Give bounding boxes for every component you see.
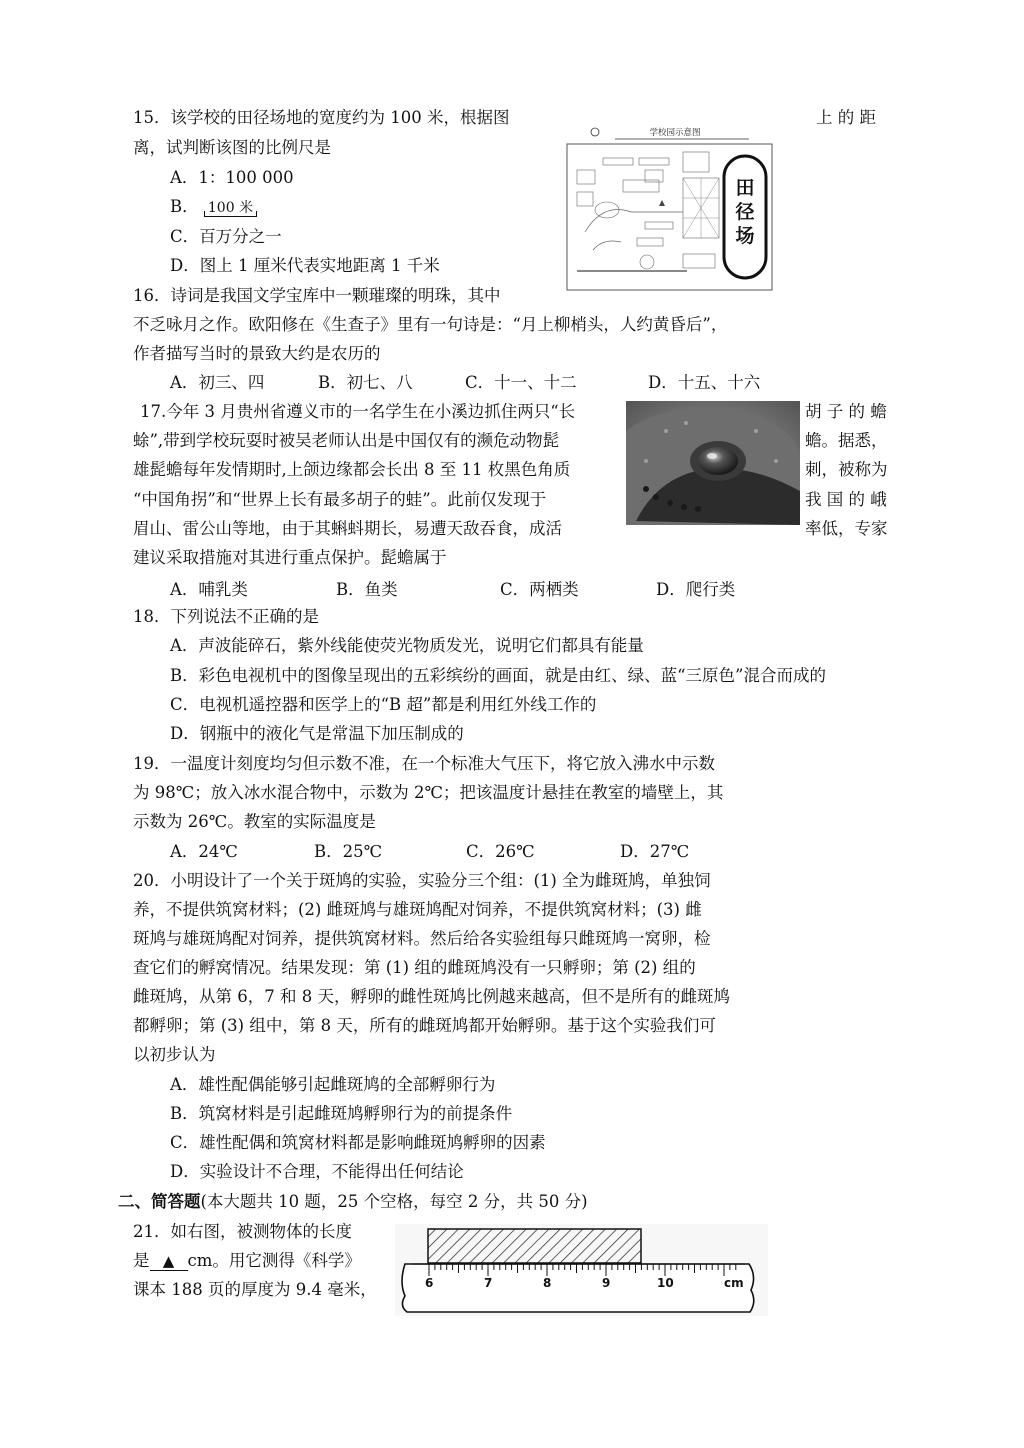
q16-line2: 不乏咏月之作。欧阳修在《生查子》里有一句诗是：“月上柳梢头，人约黄昏后”，	[133, 315, 728, 334]
q20-line7: 以初步认为	[133, 1045, 216, 1064]
q19-option-d: D．27℃	[620, 842, 690, 861]
q17-option-c: C．两栖类	[500, 580, 579, 599]
q15-option-d: D．图上 1 厘米代表实地距离 1 千米	[170, 256, 440, 275]
section2-note: (本大题共 10 题，25 个空格，每空 2 分，共 50 分)	[200, 1192, 588, 1211]
q21-line2-suffix: cm。用它测得《科学》	[187, 1251, 361, 1270]
q17-line3-tail: 刺，被称为	[805, 460, 888, 479]
q21-line1: 21．如右图，被测物体的长度	[133, 1222, 352, 1241]
map-track-char-2: 径	[735, 201, 755, 223]
q15-line1: 15．该学校的田径场地的宽度约为 100 米，根据图	[133, 108, 510, 127]
school-map-figure	[563, 122, 789, 294]
q16-option-b: B．初七、八	[318, 373, 413, 392]
ruler-label-7: 7	[484, 1276, 493, 1290]
section2-title: 二、简答题	[118, 1192, 201, 1211]
q17-option-d: D．爬行类	[656, 580, 736, 599]
ruler-figure	[395, 1224, 768, 1316]
scale-bar-label: 100 米	[207, 200, 254, 216]
q20-option-d: D．实验设计不合理，不能得出任何结论	[170, 1162, 464, 1181]
q16-option-c: C．十一、十二	[465, 373, 577, 392]
q20-line6: 都孵卵；第 (3) 组中，第 8 天，所有的雌斑鸠都开始孵卵。基于这个实验我们可	[133, 1016, 716, 1035]
q19-option-b: B．25℃	[314, 842, 383, 861]
q15-option-c: C．百万分之一	[170, 227, 282, 246]
q17-line5-tail: 率低，专家	[805, 519, 888, 538]
q19-option-c: C．26℃	[466, 842, 535, 861]
scale-bar	[204, 197, 257, 219]
q21-line2	[133, 1250, 361, 1272]
q20-option-b: B．筑窝材料是引起雌斑鸠孵卵行为的前提条件	[170, 1104, 513, 1123]
ruler-label-8: 8	[543, 1276, 552, 1290]
q20-line4: 查它们的孵窝情况。结果发现：第 (1) 组的雌斑鸠没有一只孵卵；第 (2) 组的	[133, 958, 696, 977]
ruler-label-6: 6	[425, 1276, 434, 1290]
q20-line2: 养，不提供筑窝材料；(2) 雌斑鸠与雄斑鸠配对饲养，不提供筑窝材料；(3) 雌	[133, 900, 702, 919]
q19-line2: 为 98℃；放入冰水混合物中，示数为 2℃；把该温度计悬挂在教室的墙壁上，其	[133, 783, 724, 802]
q15-line1-tail: 上 的 距	[816, 108, 876, 127]
q17-option-a: A．哺乳类	[170, 580, 248, 599]
q15-option-a: A．1：100 000	[170, 168, 294, 187]
q19-line1: 19．一温度计刻度均匀但示数不准，在一个标准大气压下，将它放入沸水中示数	[133, 754, 715, 773]
q15-option-b-prefix: B．	[170, 197, 199, 216]
q20-option-a: A．雄性配偶能够引起雌斑鸠的全部孵卵行为	[170, 1075, 496, 1094]
q15-line2: 离，试判断该图的比例尺是	[133, 138, 331, 157]
q18-option-b: B．彩色电视机中的图像呈现出的五彩缤纷的画面，就是由红、绿、蓝“三原色”混合而成的	[170, 666, 826, 685]
ruler-label-10: 10	[657, 1276, 674, 1290]
ruler-label-9: 9	[602, 1276, 611, 1290]
q17-line1-tail: 胡 子 的 蟾	[805, 402, 887, 421]
q17-line4: “中国角拐”和“世界上长有最多胡子的蛙”。此前仅发现于	[133, 490, 547, 509]
q16-line3: 作者描写当时的景致大约是农历的	[133, 344, 381, 363]
q18-option-a: A．声波能碎石，紫外线能使荧光物质发光，说明它们都具有能量	[170, 636, 644, 655]
map-title: 学校园示意图	[649, 128, 701, 138]
q16-line1: 16．诗词是我国文学宝库中一颗璀璨的明珠，其中	[133, 286, 501, 305]
answer-blank[interactable]: ▲	[150, 1252, 188, 1271]
q16-option-d: D．十五、十六	[648, 373, 761, 392]
map-track-char-3: 场	[735, 225, 755, 247]
q18-option-d: D．钢瓶中的液化气是常温下加压制成的	[170, 724, 464, 743]
q16-option-a: A．初三、四	[170, 373, 265, 392]
q18-option-c: C．电视机遥控器和医学上的“B 超”都是利用红外线工作的	[170, 695, 597, 714]
q21-line2-prefix: 是	[133, 1251, 150, 1270]
q18-stem: 18．下列说法不正确的是	[133, 607, 319, 626]
ruler-unit: cm	[724, 1276, 744, 1290]
q20-line3: 斑鸠与雄斑鸠配对饲养，提供筑窝材料。然后给各实验组每只雌斑鸠一窝卵，检	[133, 929, 711, 948]
map-track-char-1: 田	[735, 177, 755, 199]
q17-line1: 17.今年 3 月贵州省遵义市的一名学生在小溪边抓住两只“长	[140, 402, 576, 421]
q15-option-b	[170, 196, 257, 219]
q21-line3: 课本 188 页的厚度为 9.4 毫米，	[133, 1280, 377, 1299]
q17-option-b: B．鱼类	[336, 580, 398, 599]
ruler-body	[402, 1264, 754, 1312]
q19-option-a: A．24℃	[170, 842, 238, 861]
q17-line4-tail: 我 国 的 峨	[805, 490, 887, 509]
q17-line3: 雄髭蟾每年发情期时,上颌边缘都会长出 8 至 11 枚黑色角质	[133, 460, 571, 479]
q17-line2-tail: 蟾。据悉，	[805, 431, 888, 450]
q20-option-c: C．雄性配偶和筑窝材料都是影响雌斑鸠孵卵的因素	[170, 1133, 546, 1152]
q17-line6: 建议采取措施对其进行重点保护。髭蟾属于	[133, 548, 447, 567]
section2-heading	[118, 1191, 588, 1213]
q17-line2: 蜍”,带到学校玩耍时被吴老师认出是中国仅有的濒危动物髭	[133, 431, 560, 450]
q20-line1: 20．小明设计了一个关于斑鸠的实验，实验分三个组：(1) 全为雌斑鸠，单独饲	[133, 871, 711, 890]
toad-photo	[626, 401, 800, 525]
q19-line3: 示数为 26℃。教室的实际温度是	[133, 812, 376, 831]
q17-line5: 眉山、雷公山等地，由于其蝌蚪期长，易遭天敌吞食，成活	[133, 519, 562, 538]
q20-line5: 雌斑鸠，从第 6，7 和 8 天，孵卵的雌性斑鸠比例越来越高，但不是所有的雌斑鸠	[133, 987, 730, 1006]
measured-object	[428, 1229, 641, 1263]
